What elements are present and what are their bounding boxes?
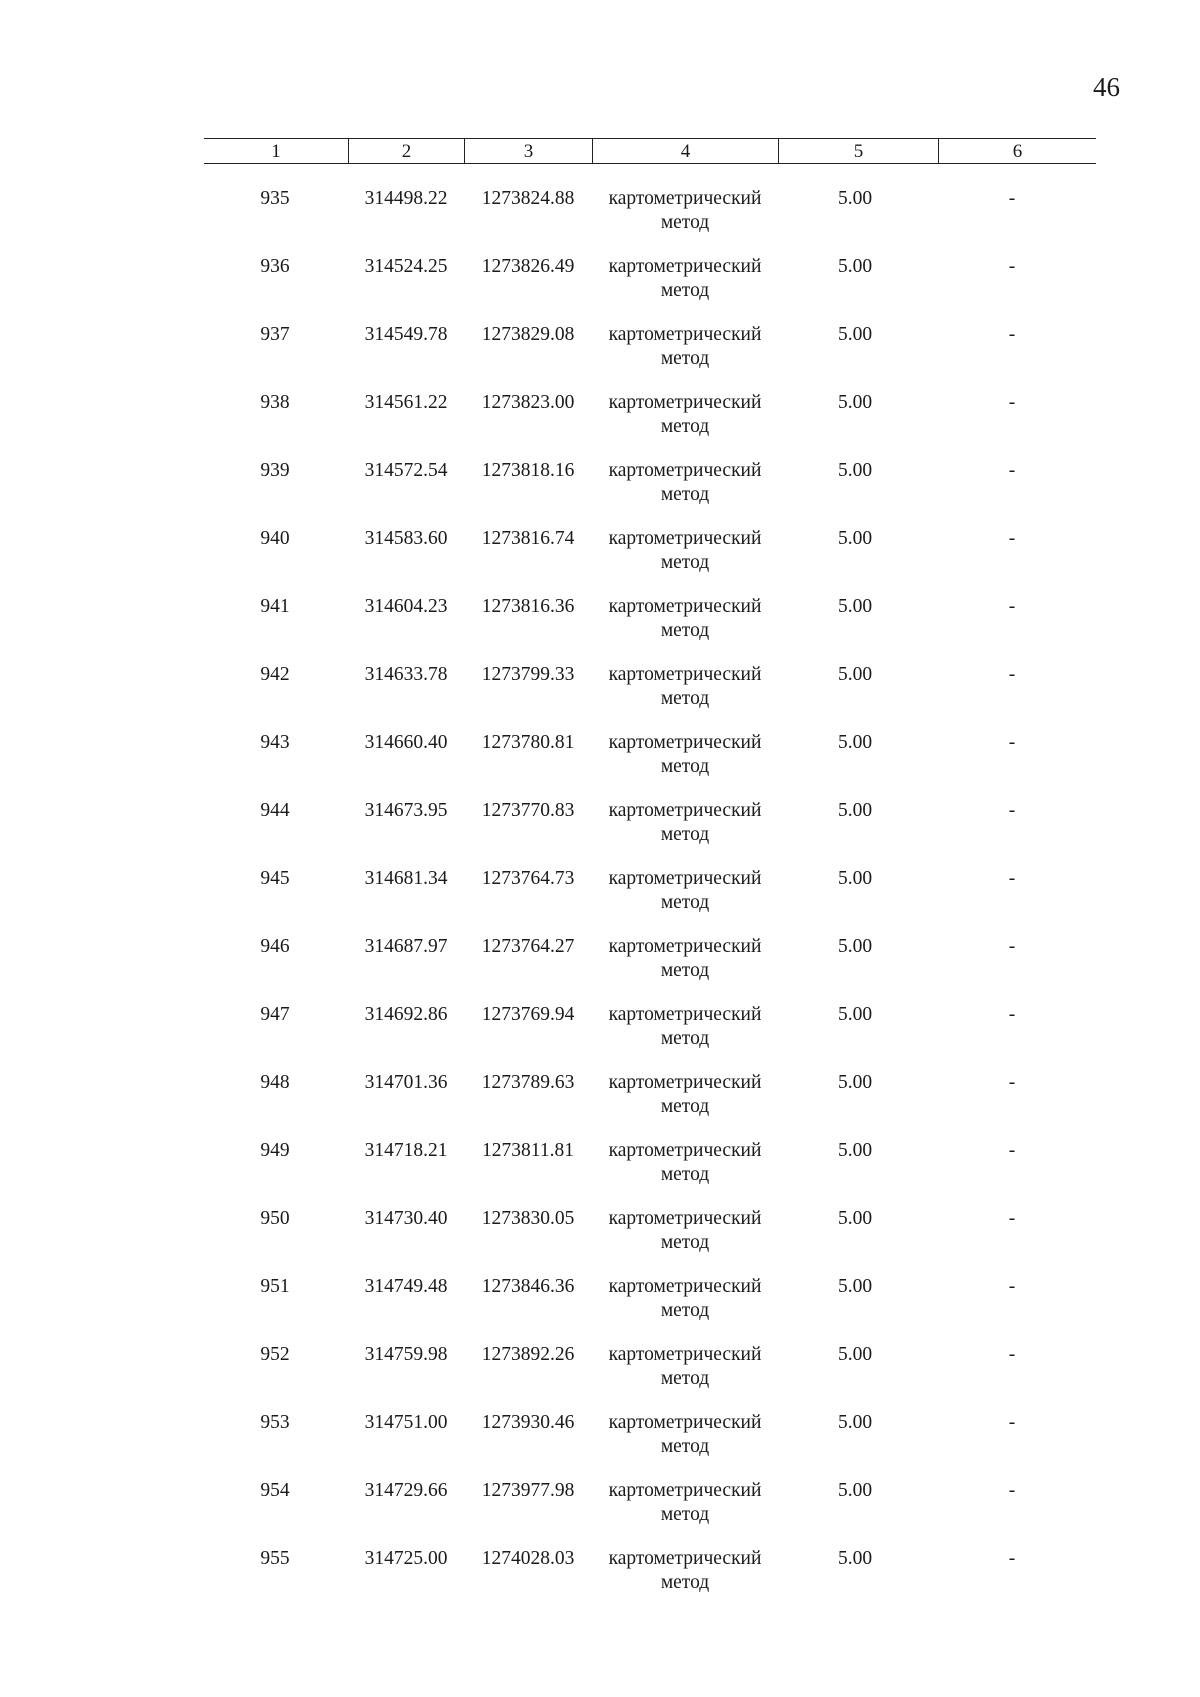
accuracy: 5.00: [837, 664, 873, 685]
coord-y: 1273764.73: [481, 868, 575, 889]
method-line2: метод: [660, 348, 710, 369]
point-number: 953: [260, 1412, 290, 1433]
point-number: 939: [260, 460, 290, 481]
accuracy: 5.00: [837, 188, 873, 209]
coord-y: 1273799.33: [481, 664, 575, 685]
coord-x: 314673.95: [364, 800, 448, 821]
point-number: 947: [260, 1004, 290, 1025]
method: [592, 663, 778, 711]
method-line2: метод: [660, 756, 710, 777]
method-line2: метод: [660, 552, 710, 573]
point-number: 949: [260, 1140, 290, 1161]
coord-x: 314687.97: [364, 936, 448, 957]
accuracy: 5.00: [837, 1276, 873, 1297]
method-line2: метод: [660, 1504, 710, 1525]
accuracy: 5.00: [837, 1344, 873, 1365]
method-line1: картометрический: [608, 1208, 762, 1229]
table-row: [0, 1071, 1200, 1139]
accuracy: 5.00: [837, 392, 873, 413]
coord-x: 314718.21: [364, 1140, 448, 1161]
accuracy: 5.00: [837, 868, 873, 889]
method-line1: картометрический: [608, 664, 762, 685]
method-line2: метод: [660, 1572, 710, 1593]
coord-y: 1273780.81: [481, 732, 575, 753]
coord-x: 314633.78: [364, 664, 448, 685]
coord-y: 1274028.03: [481, 1548, 575, 1569]
accuracy: 5.00: [837, 324, 873, 345]
method-line2: метод: [660, 1164, 710, 1185]
method: [592, 391, 778, 439]
method-line1: картометрический: [608, 1480, 762, 1501]
coord-x: 314549.78: [364, 324, 448, 345]
table-header: [204, 138, 1096, 164]
method-line1: картометрический: [608, 528, 762, 549]
table-row: [0, 867, 1200, 935]
table-row: [0, 595, 1200, 663]
method-line1: картометрический: [608, 1412, 762, 1433]
point-number: 948: [260, 1072, 290, 1093]
method-line1: картометрический: [608, 732, 762, 753]
accuracy: 5.00: [837, 1072, 873, 1093]
method-line2: метод: [660, 892, 710, 913]
note: -: [1008, 868, 1016, 889]
table-row: [0, 527, 1200, 595]
coord-x: 314524.25: [364, 256, 448, 277]
point-number: 943: [260, 732, 290, 753]
point-number: 954: [260, 1480, 290, 1501]
method-line1: картометрический: [608, 256, 762, 277]
point-number: 944: [260, 800, 290, 821]
accuracy: 5.00: [837, 732, 873, 753]
point-number: 936: [260, 256, 290, 277]
method: [592, 1003, 778, 1051]
method: [592, 1411, 778, 1459]
method: [592, 255, 778, 303]
accuracy: 5.00: [837, 800, 873, 821]
table-row: [0, 1139, 1200, 1207]
method: [592, 1343, 778, 1391]
header-col-3: 3: [464, 139, 592, 163]
table-row: [0, 799, 1200, 867]
method: [592, 187, 778, 235]
coord-x: 314660.40: [364, 732, 448, 753]
method-line1: картометрический: [608, 324, 762, 345]
coord-y: 1273892.26: [481, 1344, 575, 1365]
coord-x: 314692.86: [364, 1004, 448, 1025]
method: [592, 459, 778, 507]
coord-x: 314498.22: [364, 188, 448, 209]
coord-y: 1273830.05: [481, 1208, 575, 1229]
method: [592, 935, 778, 983]
method: [592, 1139, 778, 1187]
method-line1: картометрический: [608, 1072, 762, 1093]
coord-y: 1273977.98: [481, 1480, 575, 1501]
note: -: [1008, 936, 1016, 957]
coord-x: 314759.98: [364, 1344, 448, 1365]
method: [592, 1207, 778, 1255]
note: -: [1008, 460, 1016, 481]
coord-y: 1273789.63: [481, 1072, 575, 1093]
method-line2: метод: [660, 1300, 710, 1321]
table-row: [0, 187, 1200, 255]
method-line2: метод: [660, 1028, 710, 1049]
coord-y: 1273769.94: [481, 1004, 575, 1025]
point-number: 951: [260, 1276, 290, 1297]
coord-x: 314701.36: [364, 1072, 448, 1093]
coord-y: 1273826.49: [481, 256, 575, 277]
note: -: [1008, 1412, 1016, 1433]
coord-y: 1273811.81: [482, 1140, 574, 1161]
point-number: 952: [260, 1344, 290, 1365]
accuracy: 5.00: [837, 528, 873, 549]
point-number: 950: [260, 1208, 290, 1229]
accuracy: 5.00: [837, 1208, 873, 1229]
note: -: [1008, 324, 1016, 345]
header-col-2: 2: [348, 139, 464, 163]
point-number: 942: [260, 664, 290, 685]
coord-y: 1273930.46: [481, 1412, 575, 1433]
note: -: [1008, 1004, 1016, 1025]
accuracy: 5.00: [837, 1140, 873, 1161]
table-row: [0, 391, 1200, 459]
coord-y: 1273823.00: [481, 392, 575, 413]
coord-y: 1273818.16: [481, 460, 575, 481]
coord-y: 1273764.27: [481, 936, 575, 957]
accuracy: 5.00: [837, 256, 873, 277]
coord-x: 314751.00: [364, 1412, 448, 1433]
table-row: [0, 663, 1200, 731]
accuracy: 5.00: [837, 460, 873, 481]
method: [592, 799, 778, 847]
accuracy: 5.00: [837, 1480, 873, 1501]
coord-x: 314572.54: [364, 460, 448, 481]
coord-x: 314729.66: [364, 1480, 448, 1501]
coord-x: 314604.23: [364, 596, 448, 617]
method: [592, 323, 778, 371]
header-col-6: 6: [938, 139, 1096, 163]
table-row: [0, 255, 1200, 323]
point-number: 938: [260, 392, 290, 413]
table-row: [0, 731, 1200, 799]
point-number: 935: [260, 188, 290, 209]
method-line2: метод: [660, 824, 710, 845]
method-line2: метод: [660, 1096, 710, 1117]
note: -: [1008, 1072, 1016, 1093]
method: [592, 1275, 778, 1323]
header-col-4: 4: [592, 139, 778, 163]
note: -: [1008, 1140, 1016, 1161]
method-line1: картометрический: [608, 188, 762, 209]
note: -: [1008, 528, 1016, 549]
coord-y: 1273829.08: [481, 324, 575, 345]
method-line2: метод: [660, 212, 710, 233]
method-line2: метод: [660, 1368, 710, 1389]
table-body: [0, 187, 1200, 1615]
note: -: [1008, 1480, 1016, 1501]
method: [592, 1479, 778, 1527]
note: -: [1008, 1344, 1016, 1365]
coord-x: 314749.48: [364, 1276, 448, 1297]
note: -: [1008, 800, 1016, 821]
method-line2: метод: [660, 280, 710, 301]
table-row: [0, 1275, 1200, 1343]
method-line1: картометрический: [608, 800, 762, 821]
table-row: [0, 1003, 1200, 1071]
method-line2: метод: [660, 620, 710, 641]
method-line1: картометрический: [608, 936, 762, 957]
note: -: [1008, 1548, 1016, 1569]
accuracy: 5.00: [837, 596, 873, 617]
method-line2: метод: [660, 960, 710, 981]
note: -: [1008, 732, 1016, 753]
note: -: [1008, 596, 1016, 617]
method-line1: картометрический: [608, 1344, 762, 1365]
header-col-1: 1: [271, 141, 281, 162]
method-line1: картометрический: [608, 1140, 762, 1161]
method-line1: картометрический: [608, 1004, 762, 1025]
method-line1: картометрический: [608, 1548, 762, 1569]
coord-y: 1273816.36: [481, 596, 575, 617]
accuracy: 5.00: [837, 1004, 873, 1025]
method-line2: метод: [660, 1436, 710, 1457]
page-number: 46: [1093, 72, 1120, 102]
coord-y: 1273770.83: [481, 800, 575, 821]
coord-x: 314681.34: [364, 868, 448, 889]
method-line2: метод: [660, 1232, 710, 1253]
header-col-5: 5: [778, 139, 938, 163]
method: [592, 1071, 778, 1119]
method: [592, 595, 778, 643]
table-row: [0, 459, 1200, 527]
note: -: [1008, 664, 1016, 685]
point-number: 941: [260, 596, 290, 617]
method: [592, 867, 778, 915]
coord-x: 314725.00: [364, 1548, 448, 1569]
accuracy: 5.00: [837, 1548, 873, 1569]
table-row: [0, 1207, 1200, 1275]
table-row: [0, 1479, 1200, 1547]
point-number: 940: [260, 528, 290, 549]
method-line1: картометрический: [608, 868, 762, 889]
method-line2: метод: [660, 688, 710, 709]
coord-x: 314561.22: [364, 392, 448, 413]
point-number: 955: [260, 1548, 290, 1569]
point-number: 945: [260, 868, 290, 889]
coord-y: 1273824.88: [481, 188, 575, 209]
note: -: [1008, 392, 1016, 413]
note: -: [1008, 256, 1016, 277]
coord-x: 314583.60: [364, 528, 448, 549]
method-line1: картометрический: [608, 392, 762, 413]
note: -: [1008, 188, 1016, 209]
accuracy: 5.00: [837, 936, 873, 957]
method: [592, 731, 778, 779]
note: -: [1008, 1208, 1016, 1229]
table-row: [0, 1547, 1200, 1615]
table-row: [0, 323, 1200, 391]
table-row: [0, 935, 1200, 1003]
accuracy: 5.00: [837, 1412, 873, 1433]
method-line1: картометрический: [608, 596, 762, 617]
note: -: [1008, 1276, 1016, 1297]
point-number: 937: [260, 324, 290, 345]
method-line2: метод: [660, 416, 710, 437]
coord-y: 1273816.74: [481, 528, 575, 549]
method-line1: картометрический: [608, 1276, 762, 1297]
coord-y: 1273846.36: [481, 1276, 575, 1297]
point-number: 946: [260, 936, 290, 957]
method-line1: картометрический: [608, 460, 762, 481]
method: [592, 527, 778, 575]
coord-x: 314730.40: [364, 1208, 448, 1229]
method-line2: метод: [660, 484, 710, 505]
method: [592, 1547, 778, 1595]
table-row: [0, 1411, 1200, 1479]
table-row: [0, 1343, 1200, 1411]
